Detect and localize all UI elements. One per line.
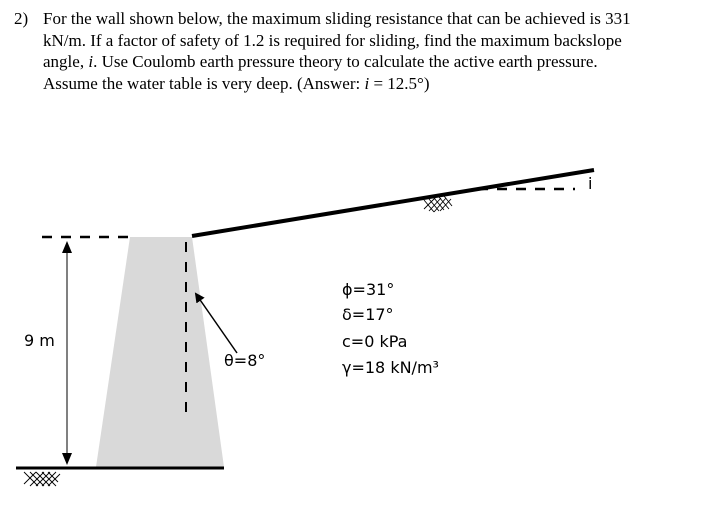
wall-batter-angle-label: θ=8° bbox=[224, 351, 266, 370]
backslope-angle-label: i bbox=[588, 174, 593, 193]
backfill-slope-line bbox=[192, 170, 594, 236]
height-arrow-bottom bbox=[62, 453, 72, 465]
variable-i: i bbox=[88, 52, 94, 71]
problem-text-fragment: = 12.5°) bbox=[369, 73, 430, 93]
problem-text-fragment: angle, bbox=[43, 52, 89, 71]
retaining-wall bbox=[96, 237, 224, 467]
problem-line-2: kN/m. If a factor of safety of 1.2 is required for sliding, find the maximum backslope bbox=[43, 30, 622, 50]
ground-hatch bbox=[24, 472, 60, 486]
problem-number: 2) bbox=[14, 9, 29, 28]
height-arrow-top bbox=[62, 241, 72, 253]
problem-line-1: For the wall shown below, the maximum sliding resistance that can be achieved is 331 bbox=[43, 9, 631, 28]
wall-friction-angle: δ=17° bbox=[342, 305, 394, 324]
problem-text-fragment: Assume the water table is very deep. (Answer: bbox=[43, 73, 365, 93]
height-label: 9 m bbox=[24, 331, 55, 350]
cohesion: c=0 kPa bbox=[342, 332, 408, 351]
unit-weight: γ=18 kN/m³ bbox=[342, 358, 439, 377]
friction-angle: ϕ=31° bbox=[342, 280, 395, 299]
problem-text-fragment: . Use Coulomb earth pressure theory to calculate the active earth pressure. bbox=[93, 52, 598, 71]
variable-i: i bbox=[364, 73, 370, 93]
